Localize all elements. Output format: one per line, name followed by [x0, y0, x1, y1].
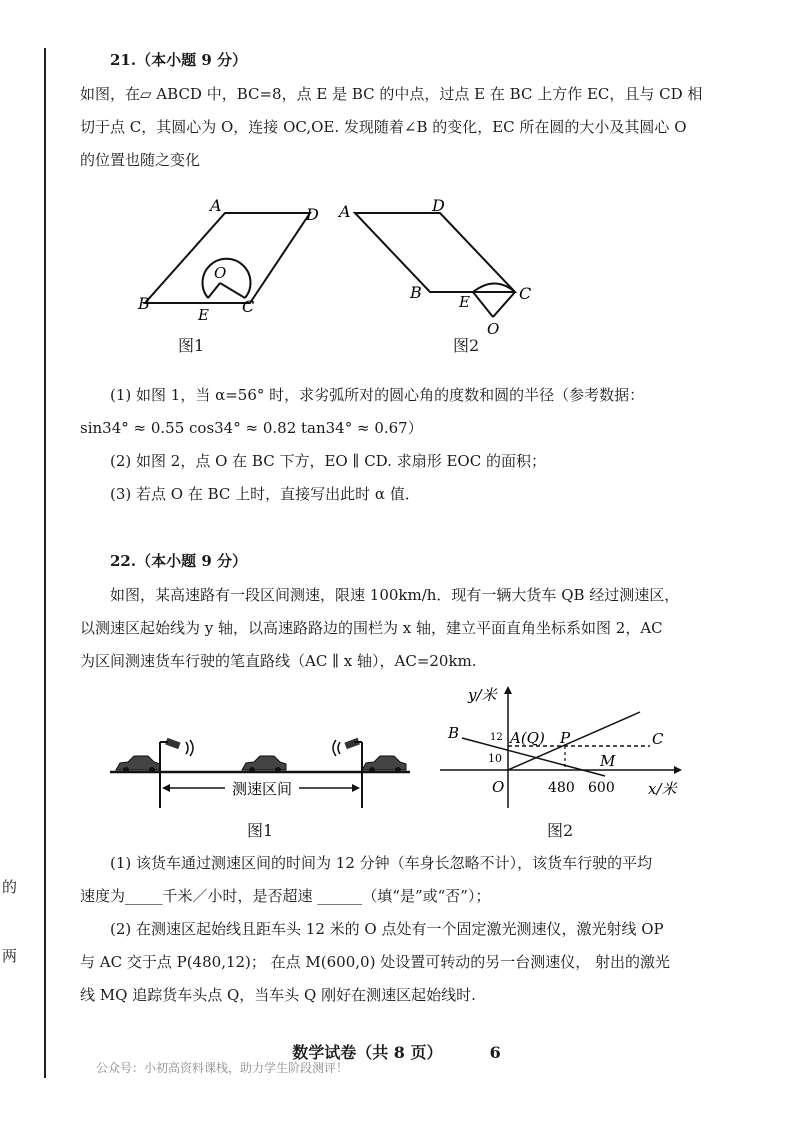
q21-stem-line1: 如图，在▱ ABCD 中，BC=8，点 E 是 BC 的中点，过点 E 在 BC 上方作 EC，且与 CD 相: [80, 85, 703, 103]
page-number: 6: [489, 1043, 501, 1062]
q22-heading: 22.（本小题 9 分）: [110, 552, 247, 570]
side-char: 两: [2, 947, 18, 965]
point-b: B: [138, 294, 150, 313]
point-c: C: [519, 284, 532, 303]
tick-10: 10: [488, 752, 502, 765]
point-m: M: [600, 752, 616, 770]
point-p: P: [560, 729, 571, 747]
q21-figure2: [335, 195, 545, 340]
q21-fig2-label: 图2: [453, 336, 480, 355]
q21-stem-line3: 的位置也随之变化: [80, 151, 201, 169]
car-icon: [116, 756, 160, 773]
parallelogram: [355, 213, 515, 292]
footer-title: 数学试卷（共 8 页）: [292, 1043, 443, 1062]
q22-stem-line3: 为区间测速货车行驶的笔直路线（AC ∥ x 轴），AC=20km.: [80, 652, 477, 670]
segment-eo: [473, 292, 493, 317]
q22-figure1: [110, 730, 415, 810]
point-b: B: [410, 283, 422, 302]
point-d: D: [432, 196, 445, 215]
q21-part1-line1: (1) 如图 1，当 α=56° 时，求劣弧所对的圆心角的度数和圆的半径（参考数据：: [110, 386, 645, 404]
point-a: A: [339, 202, 351, 221]
side-char: 的: [2, 878, 18, 896]
q22-part2-line3: 线 MQ 追踪货车头点 Q，当车头 Q 刚好在测速区起始线时.: [80, 986, 476, 1004]
tick-600: 600: [588, 780, 615, 796]
q21-heading: 21.（本小题 9 分）: [110, 51, 247, 69]
point-e: E: [459, 293, 470, 311]
point-e: E: [198, 306, 209, 324]
point-a: A: [210, 196, 222, 215]
point-c: C: [242, 297, 255, 316]
segment-oe: [208, 283, 220, 298]
q21-part2: (2) 如图 2，点 O 在 BC 下方，EO ∥ CD. 求扇形 EOC 的面积；: [110, 452, 546, 470]
q22-part2-line2: 与 AC 交于点 P(480,12)； 在点 M(600,0) 处设置可转动的另一台测速仪， 射出的激光: [80, 953, 670, 971]
q22-fig2-label: 图2: [547, 821, 574, 840]
q22-figure2: [440, 680, 690, 810]
tick-12: 12: [490, 732, 503, 743]
q22-stem-line1: 如图，某高速路有一段区间测速，限速 100km/h．现有一辆大货车 QB 经过测速区，: [110, 586, 680, 604]
point-b: B: [448, 724, 460, 742]
arc-ec: [203, 259, 251, 298]
point-c: C: [652, 730, 664, 748]
q21-figure1: [130, 195, 330, 325]
q21-stem-line2: 切于点 C，其圆心为 O，连接 OC,OE. 发现随着∠B 的变化，EC 所在圆的大小及其圆心 O: [80, 118, 687, 136]
point-d: D: [306, 205, 319, 224]
car-icon: [242, 756, 286, 773]
car-icon: [362, 756, 406, 773]
q22-part2-line1: (2) 在测速区起始线且距车头 12 米的 O 点处有一个固定激光测速仪，激光射线 OP: [110, 920, 664, 938]
q21-fig1-label: 图1: [178, 336, 205, 355]
segment-oc: [220, 283, 245, 298]
q22-part1-line1: (1) 该货车通过测速区间的时间为 12 分钟（车身长忽略不计），该货车行驶的平均: [110, 854, 653, 872]
segment-co: [493, 292, 515, 317]
q22-stem-line2: 以测速区起始线为 y 轴，以高速路路边的围栏为 x 轴，建立平面直角坐标系如图 2，AC: [80, 619, 663, 637]
q21-part1-line2: sin34° ≈ 0.55 cos34° ≈ 0.82 tan34° ≈ 0.67）: [80, 419, 423, 437]
q22-part1-line2: 速度为_____千米／小时，是否超速 ______（填“是”或“否”）；: [80, 887, 491, 905]
axis-x-label: x/米: [648, 780, 677, 798]
point-o: O: [492, 778, 505, 796]
q21-part3: (3) 若点 O 在 BC 上时，直接写出此时 α 值．: [110, 485, 420, 503]
axis-y-label: y/米: [468, 686, 497, 704]
watermark: 公众号：小初高资料课栈，助力学生阶段测评！: [96, 1061, 349, 1075]
point-o: O: [487, 320, 500, 338]
tick-480: 480: [548, 780, 575, 796]
zone-label: 测速区间: [231, 780, 293, 798]
q22-fig1-label: 图1: [247, 821, 274, 840]
point-a-q: A(Q): [510, 729, 545, 747]
margin-line: [44, 48, 46, 1078]
point-o: O: [214, 264, 227, 282]
